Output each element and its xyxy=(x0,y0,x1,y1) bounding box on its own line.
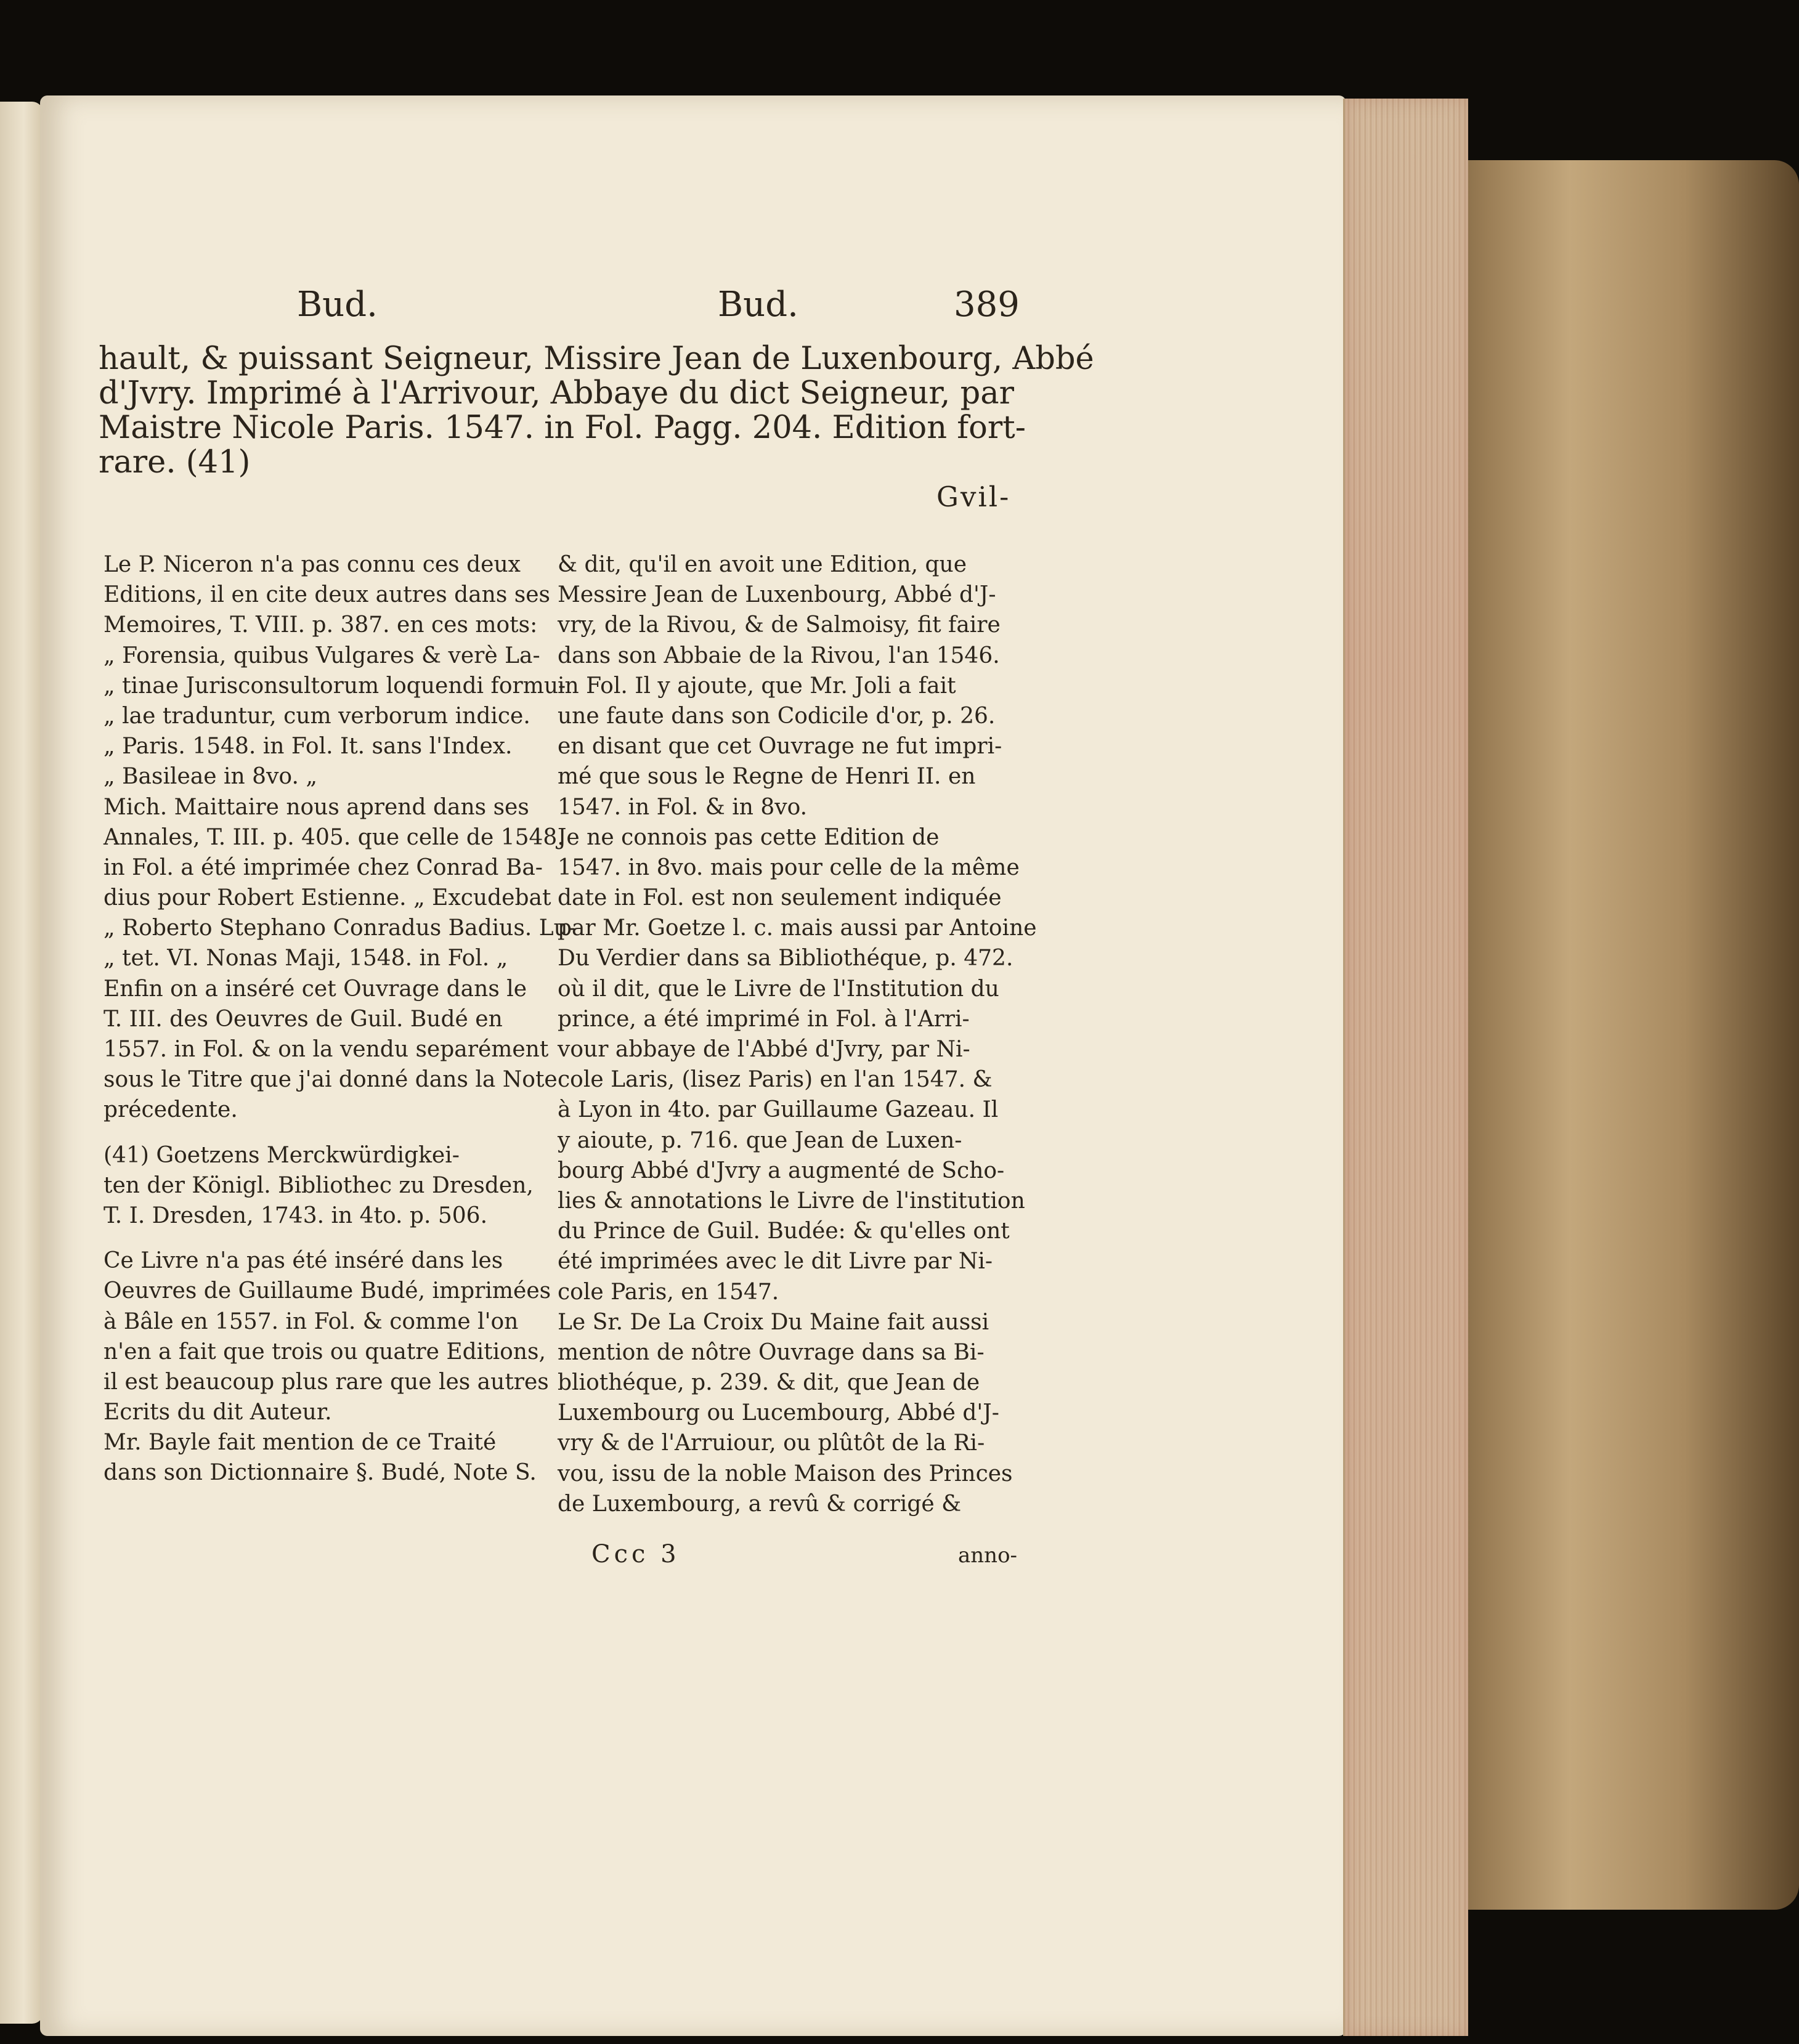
text-line: dans son Abbaie de la Rivou, l'an 1546. xyxy=(558,643,1000,668)
text-line: vour abbaye de l'Abbé d'Jvry, par Ni- xyxy=(558,1037,970,1062)
text-line: vou, issu de la noble Maison des Princes xyxy=(558,1461,1013,1486)
text-line: vry & de l'Arruiour, ou plûtôt de la Ri- xyxy=(558,1430,985,1456)
text-line: „ lae traduntur, cum verborum indice. xyxy=(104,703,530,729)
footnote-line: T. I. Dresden, 1743. in 4to. p. 506. xyxy=(104,1202,488,1228)
text-line: Je ne connois pas cette Edition de xyxy=(558,824,940,850)
text-line: Oeuvres de Guillaume Budé, imprimées xyxy=(104,1278,551,1304)
text-line: „ Roberto Stephano Conradus Badius. Lu- xyxy=(104,915,575,941)
text-line: prince, a été imprimé in Fol. à l'Arri- xyxy=(558,1006,970,1032)
text-line: cole Laris, (lisez Paris) en l'an 1547. & xyxy=(558,1067,993,1093)
text-line: précedente. xyxy=(104,1097,238,1123)
running-head-center: Bud. xyxy=(718,285,798,325)
text-line: „ Forensia, quibus Vulgares & verè La- xyxy=(104,643,540,668)
intro-line: rare. (41) xyxy=(99,444,251,481)
text-line: à Bâle en 1557. in Fol. & comme l'on xyxy=(104,1308,519,1334)
paragraph-gap xyxy=(104,1231,535,1246)
text-line: lies & annotations le Livre de l'institution xyxy=(558,1188,1025,1214)
text-line: dans son Dictionnaire §. Budé, Note S. xyxy=(104,1460,537,1486)
text-line: Mr. Bayle fait mention de ce Traité xyxy=(104,1430,497,1456)
left-column xyxy=(104,550,575,1488)
text-line: n'en a fait que trois ou quatre Editions, xyxy=(104,1339,546,1365)
text-line: bliothéque, p. 239. & dit, que Jean de xyxy=(558,1370,980,1396)
text-line: Du Verdier dans sa Bibliothéque, p. 472. xyxy=(558,946,1013,971)
text-line: 1547. in 8vo. mais pour celle de la même xyxy=(558,854,1020,880)
right-column xyxy=(558,550,1037,1519)
page-number: 389 xyxy=(954,285,1020,325)
running-head-left: Bud. xyxy=(297,285,378,325)
text-line: Ecrits du dit Auteur. xyxy=(104,1400,332,1426)
section-catchword: Gvil- xyxy=(936,481,1011,513)
text-line: à Lyon in 4to. par Guillaume Gazeau. Il xyxy=(558,1097,999,1123)
intro-line: hault, & puissant Seigneur, Missire Jean de Luxenbourg, Abbé xyxy=(99,341,1094,377)
text-line: „ Basileae in 8vo. „ xyxy=(104,764,317,790)
text-line: Le Sr. De La Croix Du Maine fait aussi xyxy=(558,1309,989,1335)
text-line: & dit, qu'il en avoit une Edition, que xyxy=(558,552,967,577)
text-line: une faute dans son Codicile d'or, p. 26. xyxy=(558,703,996,729)
text-line: 1547. in Fol. & in 8vo. xyxy=(558,794,808,820)
text-line: en disant que cet Ouvrage ne fut impri- xyxy=(558,734,1002,760)
text-line: y aioute, p. 716. que Jean de Luxen- xyxy=(558,1127,962,1153)
text-line: Luxembourg ou Lucembourg, Abbé d'J- xyxy=(558,1400,999,1426)
signature-mark: Ccc 3 xyxy=(591,1540,680,1568)
page-edges xyxy=(1343,99,1468,2036)
text-line: T. III. des Oeuvres de Guil. Budé en xyxy=(104,1006,503,1032)
text-line: mention de nôtre Ouvrage dans sa Bi- xyxy=(558,1339,985,1365)
text-line: Mich. Maittaire nous aprend dans ses xyxy=(104,794,529,820)
text-line: mé que sous le Regne de Henri II. en xyxy=(558,764,976,790)
text-line: par Mr. Goetze l. c. mais aussi par Antoine xyxy=(558,915,1037,941)
book-cover xyxy=(1417,160,1799,1910)
text-line: Annales, T. III. p. 405. que celle de 1548. xyxy=(104,824,564,850)
text-line: Editions, il en cite deux autres dans ses xyxy=(104,582,551,608)
text-line: vry, de la Rivou, & de Salmoisy, fit faire xyxy=(558,612,1001,638)
footnote-line: ten der Königl. Bibliothec zu Dresden, xyxy=(104,1172,534,1198)
previous-page-edge xyxy=(0,102,43,2024)
text-line: Ce Livre n'a pas été inséré dans les xyxy=(104,1248,503,1274)
text-line: où il dit, que le Livre de l'Institution du xyxy=(558,976,999,1002)
text-line: Memoires, T. VIII. p. 387. en ces mots: xyxy=(104,612,538,638)
text-line: Le P. Niceron n'a pas connu ces deux xyxy=(104,552,521,577)
text-line: 1557. in Fol. & on la vendu separément xyxy=(104,1037,549,1062)
intro-paragraph xyxy=(99,341,1094,481)
text-line: il est beaucoup plus rare que les autres xyxy=(104,1369,549,1395)
text-line: dius pour Robert Estienne. „ Excudebat xyxy=(104,885,551,911)
text-line: „ tinae Jurisconsultorum loquendi formu- xyxy=(104,673,566,699)
text-line: de Luxembourg, a revû & corrigé & xyxy=(558,1491,962,1517)
footer-catchword: anno- xyxy=(958,1543,1018,1568)
intro-line: Maistre Nicole Paris. 1547. in Fol. Pagg. 204. Edition fort- xyxy=(99,410,1026,446)
paragraph-gap xyxy=(104,1125,535,1140)
text-line: bourg Abbé d'Jvry a augmenté de Scho- xyxy=(558,1158,1005,1183)
text-line: in Fol. a été imprimée chez Conrad Ba- xyxy=(104,854,543,880)
text-line: Messire Jean de Luxenbourg, Abbé d'J- xyxy=(558,582,996,608)
text-line: du Prince de Guil. Budée: & qu'elles ont xyxy=(558,1219,1010,1244)
text-line: sous le Titre que j'ai donné dans la Note xyxy=(104,1067,558,1093)
text-line: „ tet. VI. Nonas Maji, 1548. in Fol. „ xyxy=(104,946,508,971)
intro-line: d'Jvry. Imprimé à l'Arrivour, Abbaye du dict Seigneur, par xyxy=(99,375,1015,412)
text-line: cole Paris, en 1547. xyxy=(558,1279,779,1305)
text-line: été imprimées avec le dit Livre par Ni- xyxy=(558,1249,993,1275)
text-line: date in Fol. est non seulement indiquée xyxy=(558,885,1002,911)
text-line: in Fol. Il y ajoute, que Mr. Joli a fait xyxy=(558,673,956,699)
text-line: Enfin on a inséré cet Ouvrage dans le xyxy=(104,976,527,1002)
text-line: „ Paris. 1548. in Fol. It. sans l'Index. xyxy=(104,734,513,760)
footnote-line: (41) Goetzens Merckwürdigkei- xyxy=(104,1142,460,1168)
